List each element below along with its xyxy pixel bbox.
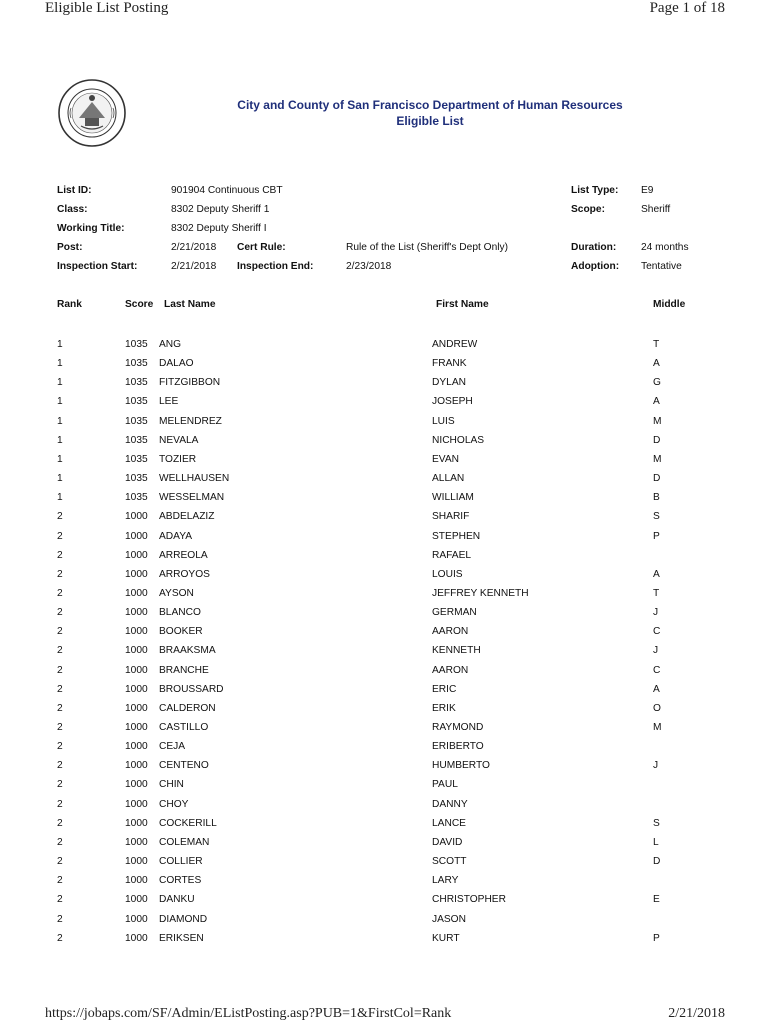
middle-initial-cell: J	[653, 760, 659, 772]
table-row	[0, 818, 770, 834]
middle-initial-cell: D	[653, 856, 661, 868]
first-name-cell: FRANK	[432, 358, 467, 370]
rank-cell: 2	[57, 587, 63, 599]
last-name-cell: CALDERON	[159, 702, 216, 714]
city-seal-logo	[57, 78, 127, 148]
middle-initial-cell: C	[653, 664, 661, 676]
rank-cell: 1	[57, 377, 63, 389]
rank-cell: 1	[57, 473, 63, 485]
middle-initial-cell: A	[653, 358, 660, 370]
last-name-cell: DIAMOND	[159, 913, 208, 925]
scope-value: Sheriff	[641, 204, 671, 215]
middle-initial-cell: P	[653, 932, 660, 944]
duration-label: Duration:	[571, 242, 617, 253]
rank-cell: 1	[57, 415, 63, 427]
table-row	[0, 799, 770, 815]
last-name-cell: COLLIER	[159, 856, 203, 868]
middle-initial-cell: B	[653, 492, 660, 504]
last-name-cell: WESSELMAN	[159, 492, 225, 504]
last-name-cell: TOZIER	[159, 453, 197, 465]
table-row	[0, 377, 770, 393]
first-name-cell: HUMBERTO	[432, 760, 490, 772]
rank-cell: 2	[57, 798, 63, 810]
print-header-page: Page 1 of 18	[649, 0, 725, 16]
inspection-end-label: Inspection End:	[237, 261, 314, 272]
cert-rule-label: Cert Rule:	[237, 242, 286, 253]
table-row	[0, 741, 770, 757]
rank-cell: 2	[57, 702, 63, 714]
class-value: 8302 Deputy Sheriff 1	[171, 204, 270, 215]
rank-cell: 2	[57, 683, 63, 695]
col-header-middle: Middle	[653, 299, 686, 310]
last-name-cell: MELENDREZ	[159, 415, 222, 427]
last-name-cell: BRANCHE	[159, 664, 209, 676]
col-header-rank: Rank	[57, 299, 82, 310]
first-name-cell: LUIS	[432, 415, 455, 427]
score-cell: 1000	[125, 760, 148, 772]
rank-cell: 2	[57, 741, 63, 753]
first-name-cell: SCOTT	[432, 856, 467, 868]
middle-initial-cell: A	[653, 683, 660, 695]
list-id-label: List ID:	[57, 185, 92, 196]
score-cell: 1035	[125, 396, 148, 408]
inspection-start-label: Inspection Start:	[57, 261, 138, 272]
table-row	[0, 607, 770, 623]
score-cell: 1000	[125, 798, 148, 810]
post-value: 2/21/2018	[171, 242, 217, 253]
score-cell: 1035	[125, 492, 148, 504]
last-name-cell: DALAO	[159, 358, 194, 370]
score-cell: 1000	[125, 913, 148, 925]
table-row	[0, 894, 770, 910]
score-cell: 1000	[125, 568, 148, 580]
table-row	[0, 588, 770, 604]
table-row	[0, 492, 770, 508]
rank-cell: 1	[57, 492, 63, 504]
middle-initial-cell: S	[653, 817, 660, 829]
score-cell: 1000	[125, 722, 148, 733]
middle-initial-cell: M	[653, 453, 662, 465]
score-cell: 1035	[125, 377, 148, 389]
last-name-cell: ERIKSEN	[159, 932, 204, 944]
rank-cell: 2	[57, 760, 63, 772]
middle-initial-cell: P	[653, 530, 660, 542]
last-name-cell: LEE	[159, 396, 179, 408]
list-id-value: 901904 Continuous CBT	[171, 185, 283, 196]
middle-initial-cell: T	[653, 339, 660, 350]
score-cell: 1000	[125, 607, 148, 619]
middle-initial-cell: M	[653, 415, 662, 427]
middle-initial-cell: L	[653, 836, 659, 848]
col-header-last-name: Last Name	[164, 299, 216, 310]
last-name-cell: BRAAKSMA	[159, 645, 216, 657]
working-title-value: 8302 Deputy Sheriff I	[171, 223, 267, 234]
last-name-cell: CHOY	[159, 798, 189, 810]
table-row	[0, 358, 770, 374]
table-row	[0, 645, 770, 661]
middle-initial-cell: E	[653, 894, 660, 906]
table-row	[0, 550, 770, 566]
last-name-cell: DANKU	[159, 894, 195, 906]
score-cell: 1035	[125, 358, 148, 370]
last-name-cell: NEVALA	[159, 434, 199, 446]
adoption-label: Adoption:	[571, 261, 620, 272]
score-cell: 1000	[125, 664, 148, 676]
first-name-cell: CHRISTOPHER	[432, 894, 506, 906]
working-title-label: Working Title:	[57, 223, 125, 234]
last-name-cell: ABDELAZIZ	[159, 511, 215, 523]
rank-cell: 2	[57, 607, 63, 619]
middle-initial-cell: S	[653, 511, 660, 523]
last-name-cell: CEJA	[159, 741, 186, 753]
rank-cell: 1	[57, 453, 63, 465]
first-name-cell: DAVID	[432, 836, 463, 848]
rank-cell: 1	[57, 358, 63, 370]
table-row	[0, 531, 770, 547]
rank-cell: 1	[57, 434, 63, 446]
last-name-cell: BLANCO	[159, 607, 201, 619]
table-row	[0, 914, 770, 930]
rank-cell: 2	[57, 511, 63, 523]
first-name-cell: JASON	[432, 913, 466, 925]
first-name-cell: KENNETH	[432, 645, 481, 657]
rank-cell: 2	[57, 722, 63, 733]
score-cell: 1000	[125, 702, 148, 714]
score-cell: 1035	[125, 453, 148, 465]
score-cell: 1000	[125, 836, 148, 848]
middle-initial-cell: A	[653, 396, 660, 408]
rank-cell: 2	[57, 568, 63, 580]
last-name-cell: WELLHAUSEN	[159, 473, 230, 485]
table-row	[0, 722, 770, 738]
list-title: Eligible List	[396, 114, 464, 128]
last-name-cell: ARROYOS	[159, 568, 210, 580]
middle-initial-cell: D	[653, 473, 661, 485]
table-row	[0, 703, 770, 719]
org-title: City and County of San Francisco Department of Human Resources	[237, 98, 623, 112]
last-name-cell: COCKERILL	[159, 817, 217, 829]
score-cell: 1000	[125, 645, 148, 657]
list-type-value: E9	[641, 185, 654, 196]
score-cell: 1000	[125, 894, 148, 906]
middle-initial-cell: C	[653, 626, 661, 638]
score-cell: 1000	[125, 875, 148, 887]
table-row	[0, 760, 770, 776]
last-name-cell: CASTILLO	[159, 722, 209, 733]
first-name-cell: ERIK	[432, 702, 456, 714]
list-type-label: List Type:	[571, 185, 619, 196]
first-name-cell: PAUL	[432, 779, 458, 791]
rank-cell: 2	[57, 664, 63, 676]
last-name-cell: ANG	[159, 339, 182, 350]
rank-cell: 2	[57, 913, 63, 925]
score-cell: 1035	[125, 473, 148, 485]
middle-initial-cell: D	[653, 434, 661, 446]
middle-initial-cell: T	[653, 587, 660, 599]
table-row	[0, 665, 770, 681]
first-name-cell: JEFFREY KENNETH	[432, 587, 529, 599]
score-cell: 1000	[125, 587, 148, 599]
first-name-cell: EVAN	[432, 453, 459, 465]
first-name-cell: DYLAN	[432, 377, 466, 389]
last-name-cell: AYSON	[159, 587, 194, 599]
score-cell: 1000	[125, 856, 148, 868]
rank-cell: 1	[57, 339, 63, 350]
table-row	[0, 454, 770, 470]
score-cell: 1000	[125, 683, 148, 695]
first-name-cell: RAFAEL	[432, 549, 472, 561]
table-row	[0, 684, 770, 700]
inspection-end-value: 2/23/2018	[346, 261, 392, 272]
first-name-cell: STEPHEN	[432, 530, 481, 542]
last-name-cell: CHIN	[159, 779, 184, 791]
inspection-start-value: 2/21/2018	[171, 261, 217, 272]
last-name-cell: ARREOLA	[159, 549, 208, 561]
rank-cell: 2	[57, 856, 63, 868]
print-footer-date: 2/21/2018	[668, 1006, 725, 1021]
rank-cell: 2	[57, 626, 63, 638]
rank-cell: 2	[57, 549, 63, 561]
first-name-cell: AARON	[432, 626, 469, 638]
score-cell: 1035	[125, 434, 148, 446]
col-header-first-name: First Name	[436, 299, 489, 310]
print-footer-url: https://jobaps.com/SF/Admin/EListPosting.asp?PUB=1&FirstCol=Rank	[45, 1006, 452, 1021]
first-name-cell: ALLAN	[432, 473, 465, 485]
scope-label: Scope:	[571, 204, 605, 215]
last-name-cell: CORTES	[159, 875, 202, 887]
score-cell: 1000	[125, 511, 148, 523]
last-name-cell: COLEMAN	[159, 836, 210, 848]
first-name-cell: WILLIAM	[432, 492, 474, 504]
score-cell: 1035	[125, 415, 148, 427]
rank-cell: 2	[57, 645, 63, 657]
score-cell: 1000	[125, 779, 148, 791]
middle-initial-cell: J	[653, 645, 659, 657]
last-name-cell: FITZGIBBON	[159, 377, 221, 389]
table-row	[0, 626, 770, 642]
first-name-cell: GERMAN	[432, 607, 477, 619]
score-cell: 1000	[125, 741, 148, 753]
last-name-cell: BROUSSARD	[159, 683, 224, 695]
score-cell: 1000	[125, 817, 148, 829]
duration-value: 24 months	[641, 242, 689, 253]
first-name-cell: AARON	[432, 664, 469, 676]
rank-cell: 2	[57, 817, 63, 829]
rank-cell: 2	[57, 779, 63, 791]
score-cell: 1000	[125, 932, 148, 944]
middle-initial-cell: O	[653, 702, 661, 714]
table-row	[0, 569, 770, 585]
table-row	[0, 396, 770, 412]
first-name-cell: DANNY	[432, 798, 468, 810]
first-name-cell: ERIC	[432, 683, 457, 695]
middle-initial-cell: G	[653, 377, 661, 389]
first-name-cell: JOSEPH	[432, 396, 473, 408]
rank-cell: 2	[57, 836, 63, 848]
last-name-cell: BOOKER	[159, 626, 203, 638]
score-cell: 1035	[125, 339, 148, 350]
first-name-cell: LARY	[432, 875, 459, 887]
table-row	[0, 837, 770, 853]
post-label: Post:	[57, 242, 83, 253]
rank-cell: 2	[57, 875, 63, 887]
score-cell: 1000	[125, 530, 148, 542]
score-cell: 1000	[125, 626, 148, 638]
print-header-title: Eligible List Posting	[45, 0, 169, 16]
rank-cell: 2	[57, 530, 63, 542]
table-row	[0, 511, 770, 527]
first-name-cell: KURT	[432, 932, 460, 944]
adoption-value: Tentative	[641, 261, 682, 272]
rank-cell: 2	[57, 894, 63, 906]
first-name-cell: SHARIF	[432, 511, 470, 523]
table-row	[0, 933, 770, 949]
cert-rule-value: Rule of the List (Sheriff's Dept Only)	[346, 242, 508, 253]
middle-initial-cell: M	[653, 722, 662, 733]
rank-cell: 1	[57, 396, 63, 408]
first-name-cell: RAYMOND	[432, 722, 484, 733]
first-name-cell: LOUIS	[432, 568, 463, 580]
last-name-cell: ADAYA	[159, 530, 193, 542]
first-name-cell: NICHOLAS	[432, 434, 485, 446]
first-name-cell: ERIBERTO	[432, 741, 484, 753]
table-row	[0, 339, 770, 355]
table-row	[0, 473, 770, 489]
table-row	[0, 779, 770, 795]
first-name-cell: LANCE	[432, 817, 466, 829]
score-cell: 1000	[125, 549, 148, 561]
middle-initial-cell: A	[653, 568, 660, 580]
class-label: Class:	[57, 204, 88, 215]
middle-initial-cell: J	[653, 607, 659, 619]
col-header-score: Score	[125, 299, 154, 310]
rank-cell: 2	[57, 932, 63, 944]
first-name-cell: ANDREW	[432, 339, 478, 350]
last-name-cell: CENTENO	[159, 760, 209, 772]
table-row	[0, 435, 770, 451]
table-row	[0, 875, 770, 891]
table-row	[0, 416, 770, 432]
table-row	[0, 856, 770, 872]
